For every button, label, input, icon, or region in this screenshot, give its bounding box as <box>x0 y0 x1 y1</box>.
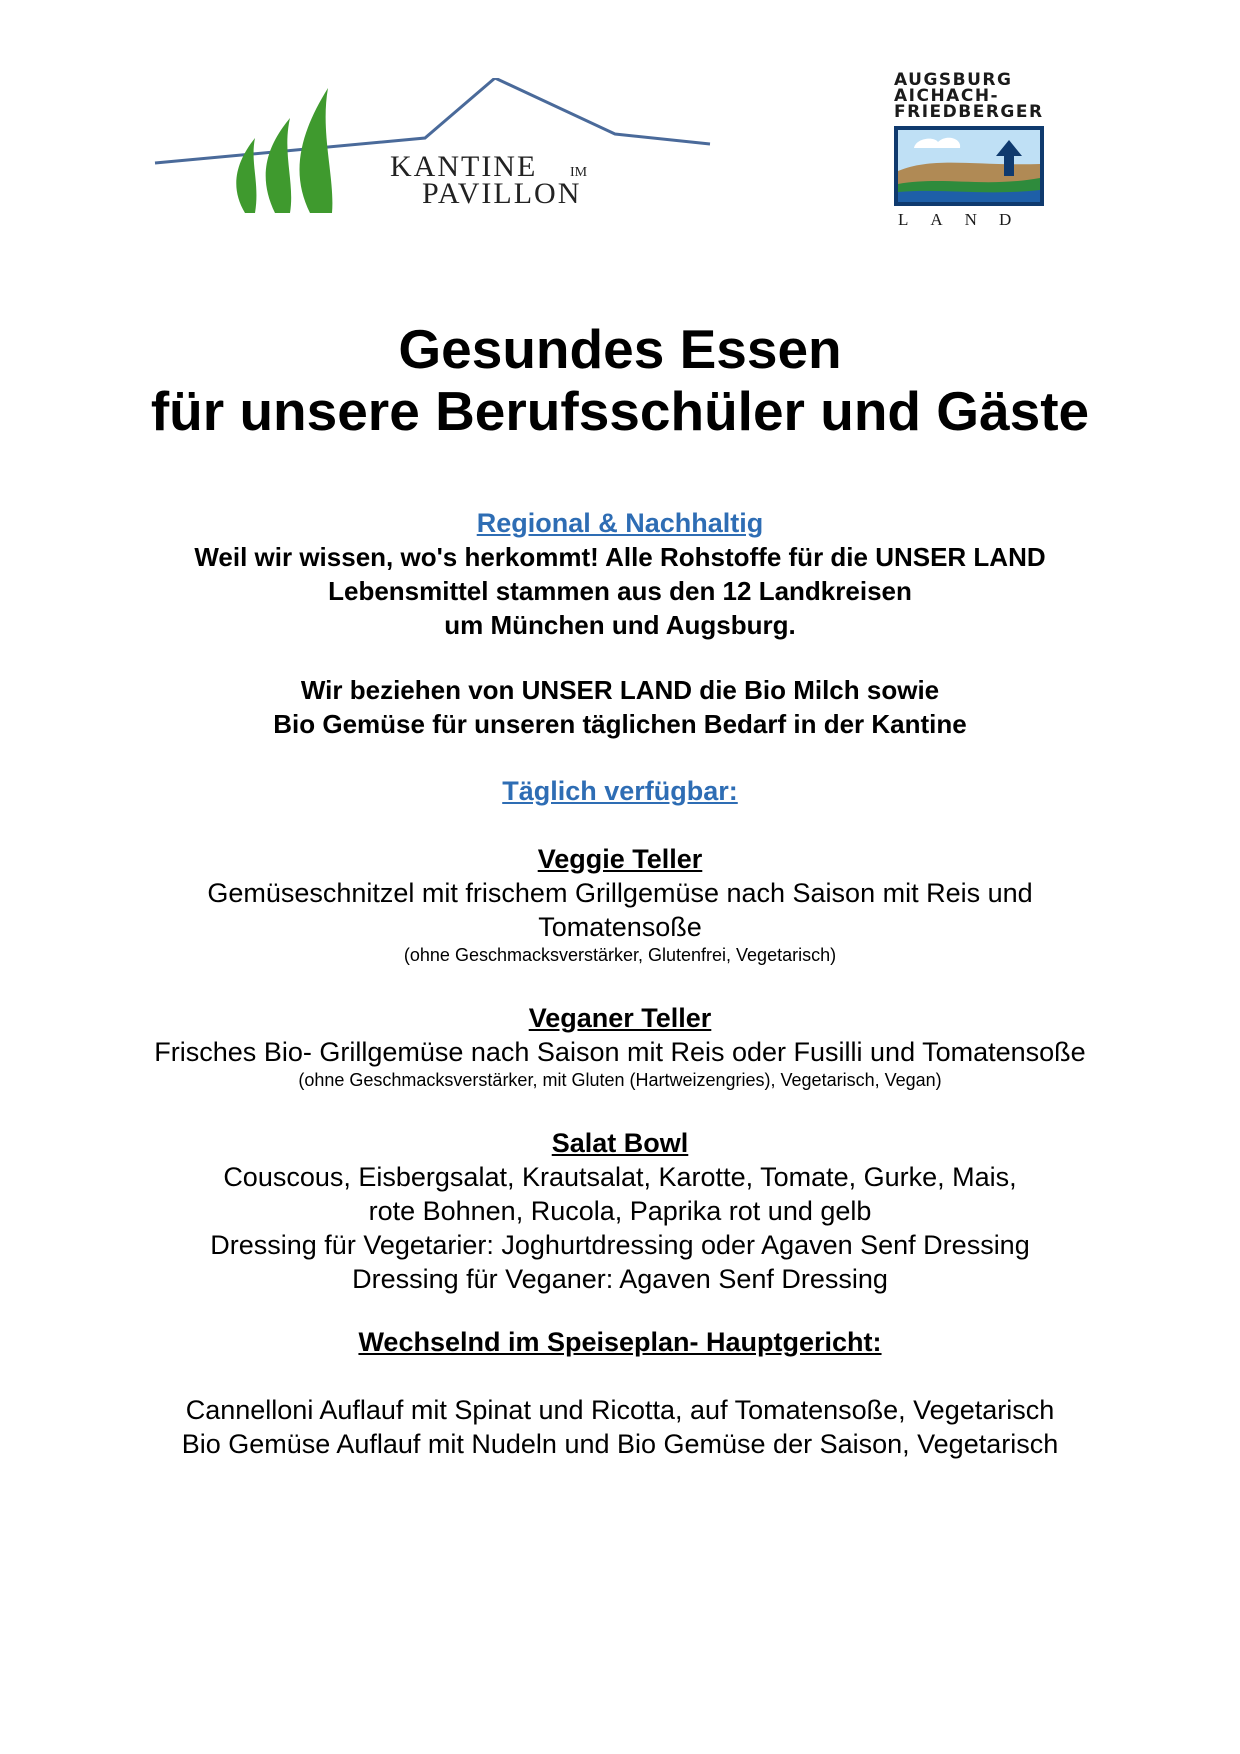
salad-line: Couscous, Eisbergsalat, Krautsalat, Karotte, Tomate, Gurke, Mais, <box>223 1162 1017 1192</box>
changing-line: Cannelloni Auflauf mit Spinat und Ricotta, auf Tomatensoße, Vegetarisch <box>185 1395 1055 1425</box>
region-logo <box>880 72 1070 232</box>
regional-section <box>0 506 1240 642</box>
leaf-icon <box>300 88 333 213</box>
salad-line: Dressing für Veganer: Agaven Senf Dressing <box>352 1264 888 1294</box>
vegan-note: (ohne Geschmacksverstärker, mit Gluten (Hartweizengries), Vegetarisch, Vegan) <box>298 1070 942 1090</box>
page-title <box>0 318 1240 442</box>
landscape-icon <box>894 126 1044 206</box>
veggie-section <box>0 842 1240 966</box>
changing-heading: Wechselnd im Speiseplan- Hauptgericht: <box>358 1327 882 1357</box>
regional-heading: Regional & Nachhaltig <box>476 508 764 538</box>
kantine-im-text: IM <box>570 165 588 180</box>
daily-heading: Täglich verfügbar: <box>502 776 738 806</box>
regional-line: um München und Augsburg. <box>444 610 796 640</box>
leaf-icon <box>236 138 256 213</box>
salad-line: rote Bohnen, Rucola, Paprika rot und gelb <box>368 1196 872 1226</box>
vegan-heading: Veganer Teller <box>528 1003 712 1033</box>
salad-heading: Salat Bowl <box>551 1128 689 1158</box>
supply-line: Bio Gemüse für unseren täglichen Bedarf in der Kantine <box>273 709 967 739</box>
region-line-3: FRIEDBERGER <box>894 102 1044 122</box>
kantine-text: KANTINE <box>390 150 538 183</box>
salad-line: Dressing für Vegetarier: Joghurtdressing oder Agaven Senf Dressing <box>210 1230 1030 1260</box>
vegan-section <box>0 1001 1240 1091</box>
changing-items <box>0 1393 1240 1461</box>
pavillon-text: PAVILLON <box>422 177 582 210</box>
regional-line: Lebensmittel stammen aus den 12 Landkreisen <box>328 576 912 606</box>
regional-line: Weil wir wissen, wo's herkommt! Alle Rohstoffe für die UNSER LAND <box>194 542 1046 572</box>
veggie-line: Gemüseschnitzel mit frischem Grillgemüse nach Saison mit Reis und <box>207 878 1033 908</box>
veggie-heading: Veggie Teller <box>537 844 703 874</box>
title-line-2: für unsere Berufsschüler und Gäste <box>150 380 1090 442</box>
region-line-2: AICHACH- <box>894 86 1000 106</box>
salad-section <box>0 1126 1240 1296</box>
daily-section <box>0 774 1240 808</box>
changing-section <box>0 1325 1240 1359</box>
veggie-line: Tomatensoße <box>538 912 702 942</box>
kantine-logo <box>150 78 810 248</box>
vegan-line: Frisches Bio- Grillgemüse nach Saison mit Reis oder Fusilli und Tomatensoße <box>154 1037 1086 1067</box>
supply-section <box>0 673 1240 741</box>
region-line-1: AUGSBURG <box>894 70 1013 90</box>
region-land: LAND <box>898 210 1034 229</box>
veggie-note: (ohne Geschmacksverstärker, Glutenfrei, Vegetarisch) <box>403 945 837 965</box>
title-line-1: Gesundes Essen <box>398 318 842 380</box>
leaf-icon <box>266 118 291 213</box>
supply-line: Wir beziehen von UNSER LAND die Bio Milch sowie <box>300 675 940 705</box>
changing-line: Bio Gemüse Auflauf mit Nudeln und Bio Gemüse der Saison, Vegetarisch <box>181 1429 1059 1459</box>
